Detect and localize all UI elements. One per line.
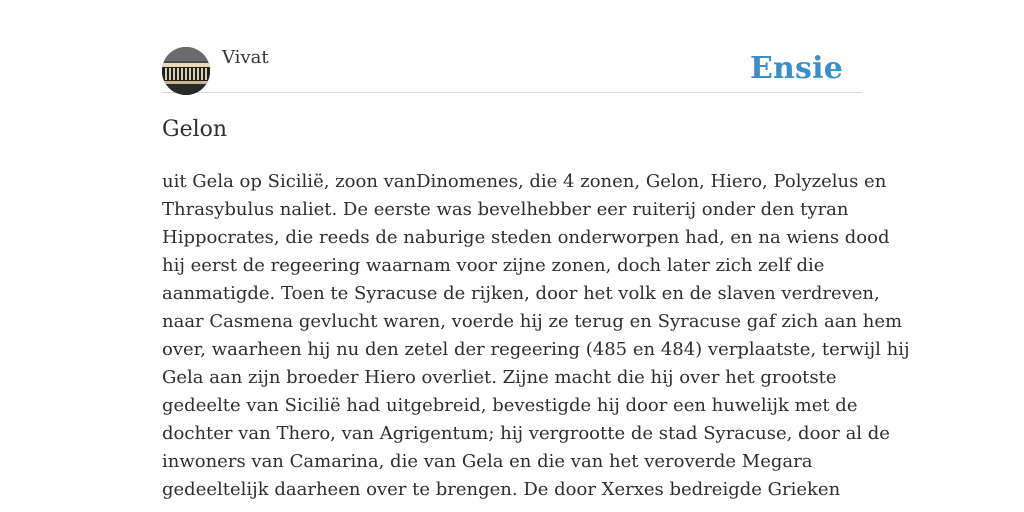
article-line: naar Casmena gevlucht waren, voerde hij ze terug en Syracuse gaf zich aan hem bbox=[162, 311, 903, 332]
article-line: Hippocrates, die reeds de naburige steden onderworpen had, en na wiens dood bbox=[162, 227, 890, 248]
bookshelf-avatar-icon bbox=[162, 47, 210, 95]
article-line: Gela aan zijn broeder Hiero overliet. Zijne macht die hij over het grootste bbox=[162, 367, 837, 388]
author-avatar[interactable] bbox=[162, 47, 210, 95]
article-line: inwoners van Camarina, die van Gela en die van het veroverde Megara bbox=[162, 451, 813, 472]
article-line: over, waarheen hij nu den zetel der regeering (485 en 484) verplaatste, terwijl hij bbox=[162, 339, 910, 360]
article-line: gedeeltelijk daarheen over te brengen. De door Xerxes bedreigde Grieken bbox=[162, 479, 841, 500]
article-line: dochter van Thero, van Agrigentum; hij vergrootte de stad Syracuse, door al de bbox=[162, 423, 890, 444]
site-header bbox=[162, 46, 862, 93]
article-line: aanmatigde. Toen te Syracuse de rijken, door het volk en de slaven verdreven, bbox=[162, 283, 880, 304]
article-body bbox=[162, 168, 910, 504]
article-line: Thrasybulus naliet. De eerste was bevelhebber eer ruiterij onder den tyran bbox=[162, 199, 849, 220]
article-line: gedeelte van Sicilië had uitgebreid, bevestigde hij door een huwelijk met de bbox=[162, 395, 858, 416]
page-title: Gelon bbox=[162, 117, 228, 142]
site-logo[interactable]: Ensie bbox=[749, 51, 843, 86]
article-line: hij eerst de regeering waarnam voor zijne zonen, doch later zich zelf die bbox=[162, 255, 825, 276]
article-line: uit Gela op Sicilië, zoon vanDinomenes, die 4 zonen, Gelon, Hiero, Polyzelus en bbox=[162, 171, 887, 192]
author-name[interactable]: Vivat bbox=[222, 47, 269, 68]
